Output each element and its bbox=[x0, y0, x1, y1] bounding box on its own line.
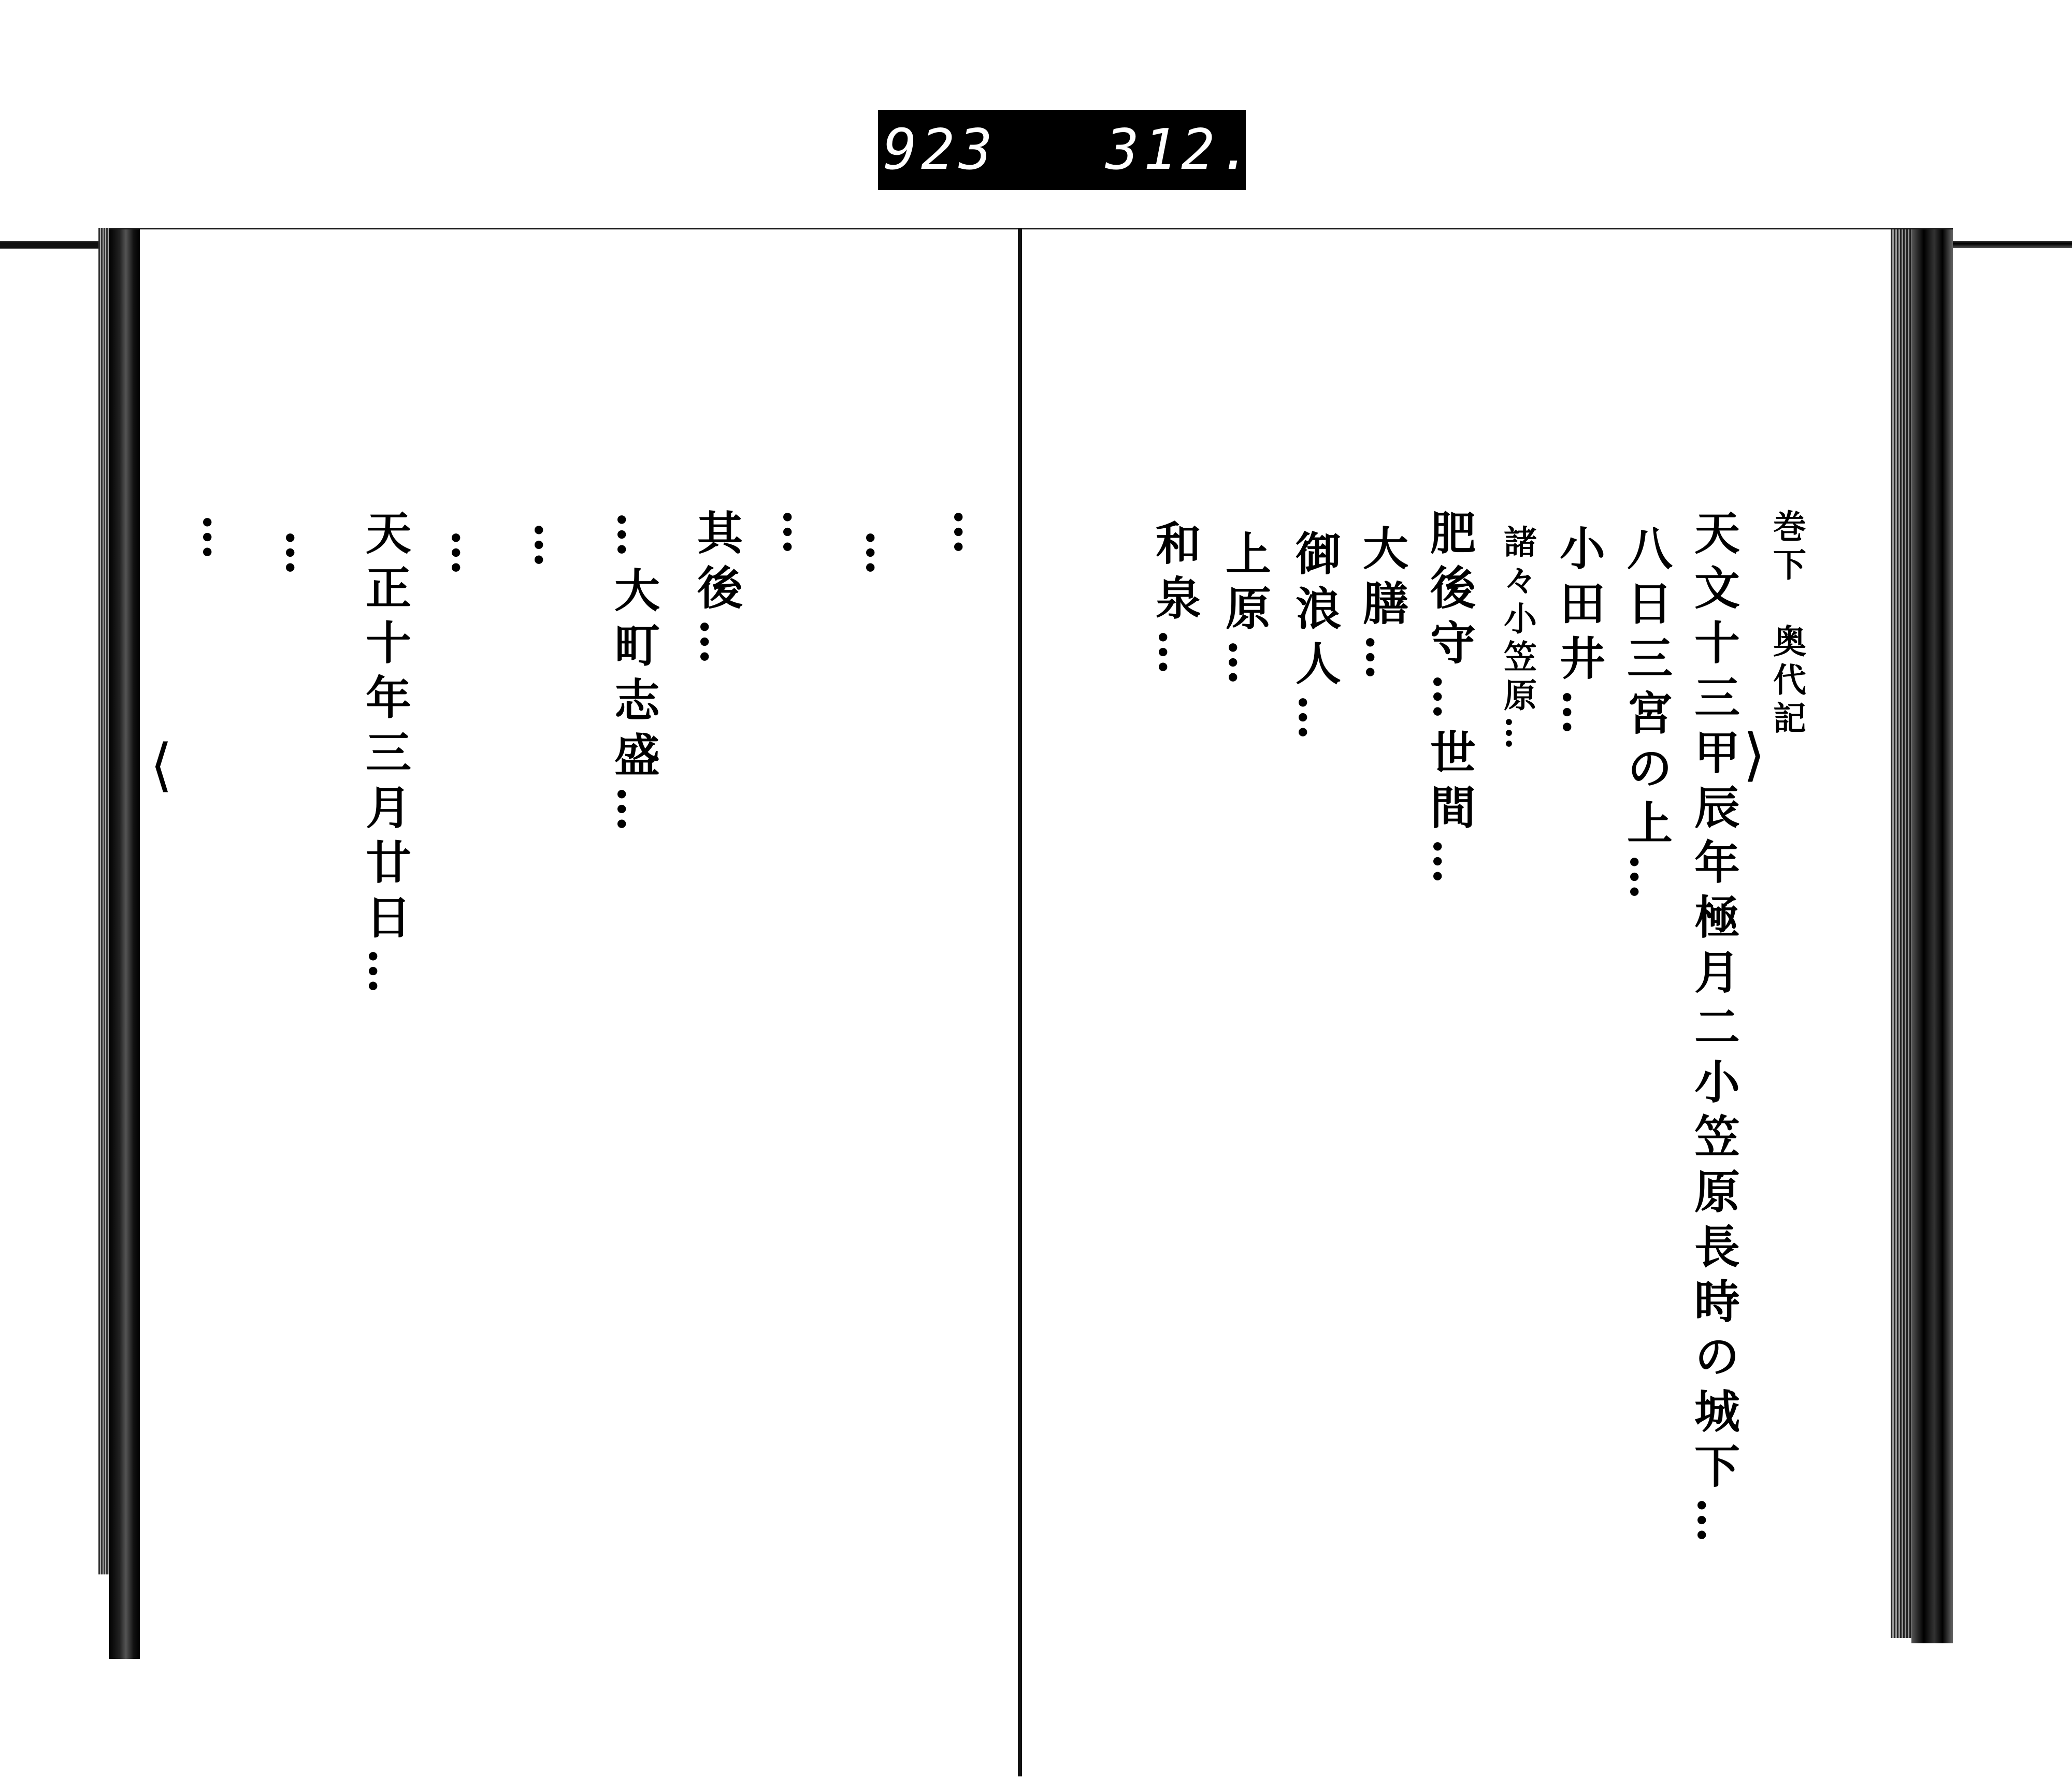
right-column-4: 諸々小笠原… bbox=[1498, 525, 1537, 755]
right-page-border bbox=[1911, 229, 1953, 1643]
left-page-border bbox=[109, 229, 140, 1659]
left-column-4: 其後… bbox=[690, 509, 744, 674]
right-page bbox=[1023, 228, 1953, 1657]
left-page-edges bbox=[98, 228, 109, 1574]
left-column-2: … bbox=[856, 530, 910, 585]
right-column-5: 肥後守…世間… bbox=[1423, 509, 1477, 893]
left-column-8: 天正十年三月廿日… bbox=[358, 509, 412, 1003]
right-column-1: 天文十三甲辰年極月二小笠原長時の城下… bbox=[1687, 509, 1741, 1552]
right-column-3: 小田井… bbox=[1552, 525, 1606, 744]
right-column-9: 和泉… bbox=[1148, 519, 1202, 684]
right-column-2: 八日三宮の上… bbox=[1620, 525, 1674, 909]
left-column-3: … bbox=[773, 509, 827, 564]
right-column-6: 大膳… bbox=[1356, 525, 1409, 689]
left-column-10: … bbox=[193, 514, 247, 569]
left-column-6: … bbox=[524, 522, 578, 577]
reference-number-left: 923 bbox=[883, 118, 997, 182]
right-heading-bracket: ⟩ bbox=[1743, 721, 1765, 788]
right-column-8: 上原… bbox=[1218, 530, 1272, 695]
right-heading: 巻下 奥代記 bbox=[1767, 509, 1806, 739]
open-book bbox=[109, 228, 1953, 1657]
left-margin-mark: ⟨ bbox=[150, 732, 172, 798]
book-spine bbox=[1018, 228, 1022, 1776]
right-column-7: 御浪人… bbox=[1288, 530, 1342, 749]
left-column-9: … bbox=[276, 530, 329, 585]
reference-number-label bbox=[878, 110, 1257, 190]
reference-number-right: 312. bbox=[1105, 118, 1257, 182]
right-page-edges bbox=[1891, 229, 1911, 1638]
left-page bbox=[109, 228, 1023, 1657]
left-column-5: …大町志盛… bbox=[607, 512, 661, 841]
left-column-7: … bbox=[441, 530, 495, 585]
left-column-1: … bbox=[944, 509, 998, 564]
